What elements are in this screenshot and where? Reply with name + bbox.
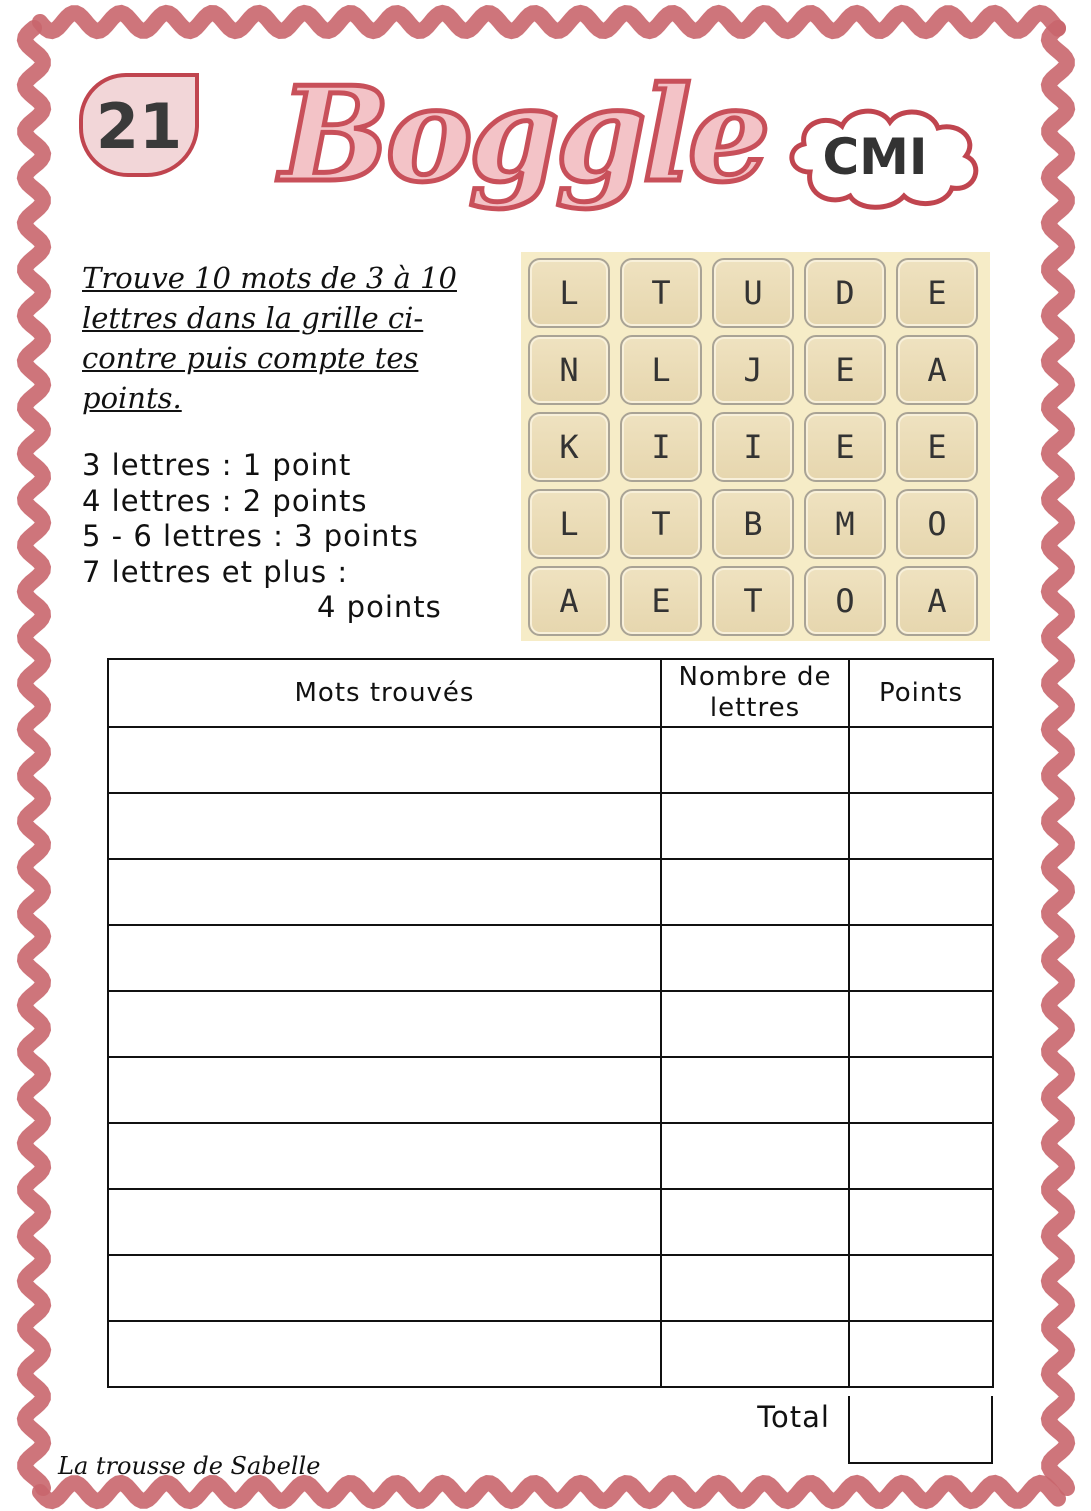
letter-tile: E (896, 258, 978, 328)
letter-count-cell[interactable] (661, 727, 849, 793)
letter-tile: D (804, 258, 886, 328)
letter-tile: L (528, 258, 610, 328)
instructions (82, 258, 482, 418)
letter-count-cell[interactable] (661, 1321, 849, 1387)
letter-count-cell[interactable] (661, 1255, 849, 1321)
letter-tile: L (528, 489, 610, 559)
rule-line: 7 lettres et plus : (82, 554, 349, 589)
instruction-line: points. (82, 381, 182, 415)
letter-count-cell[interactable] (661, 859, 849, 925)
letter-tile: B (712, 489, 794, 559)
header-points: Points (849, 659, 993, 727)
points-cell[interactable] (849, 1255, 993, 1321)
points-cell[interactable] (849, 1123, 993, 1189)
letter-tile: M (804, 489, 886, 559)
scoring-rules (82, 448, 482, 626)
letter-tile: U (712, 258, 794, 328)
total-box[interactable] (848, 1396, 993, 1464)
points-cell[interactable] (849, 793, 993, 859)
points-cell[interactable] (849, 991, 993, 1057)
word-cell[interactable] (108, 793, 661, 859)
table-row (108, 727, 993, 793)
word-cell[interactable] (108, 727, 661, 793)
level-label: CMI (822, 128, 928, 186)
word-cell[interactable] (108, 1321, 661, 1387)
points-cell[interactable] (849, 1321, 993, 1387)
words-table (107, 658, 994, 1388)
boggle-letter-grid (521, 252, 990, 641)
letter-tile: A (896, 566, 978, 636)
page-title (280, 55, 767, 215)
frame-edge (1049, 28, 1067, 1488)
rule-line: 5 - 6 lettres : 3 points (82, 519, 419, 553)
word-cell[interactable] (108, 1123, 661, 1189)
header-words: Mots trouvés (108, 659, 661, 727)
table-row (108, 859, 993, 925)
rule-line: 4 points (317, 590, 442, 624)
letter-tile: N (528, 335, 610, 405)
points-cell[interactable] (849, 1189, 993, 1255)
letter-tile: E (896, 412, 978, 482)
letter-tile: A (528, 566, 610, 636)
word-cell[interactable] (108, 925, 661, 991)
table-row (108, 1057, 993, 1123)
letter-tile: I (620, 412, 702, 482)
letter-tile: A (896, 335, 978, 405)
points-cell[interactable] (849, 1057, 993, 1123)
letter-tile: O (804, 566, 886, 636)
letter-tile: E (620, 566, 702, 636)
letter-tile: T (620, 258, 702, 328)
letter-count-cell[interactable] (661, 925, 849, 991)
frame-edge (25, 28, 43, 1488)
letter-tile: E (804, 412, 886, 482)
table-row (108, 1321, 993, 1387)
level-cloud-badge (780, 100, 990, 215)
rule-line: 4 lettres : 2 points (82, 483, 368, 518)
letter-tile: E (804, 335, 886, 405)
word-cell[interactable] (108, 1255, 661, 1321)
points-cell[interactable] (849, 859, 993, 925)
letter-tile: T (712, 566, 794, 636)
table-row (108, 925, 993, 991)
letter-count-cell[interactable] (661, 793, 849, 859)
sheet-number-badge (78, 72, 200, 178)
letter-count-cell[interactable] (661, 991, 849, 1057)
frame-edge (40, 13, 1058, 31)
table-row (108, 1189, 993, 1255)
word-cell[interactable] (108, 1189, 661, 1255)
letter-count-cell[interactable] (661, 1057, 849, 1123)
instruction-line: lettres dans la grille ci- (82, 301, 424, 335)
table-row (108, 1255, 993, 1321)
letter-count-cell[interactable] (661, 1189, 849, 1255)
instruction-line: Trouve 10 mots de 3 à 10 (82, 261, 457, 295)
word-cell[interactable] (108, 1057, 661, 1123)
letter-tile: I (712, 412, 794, 482)
word-cell[interactable] (108, 991, 661, 1057)
frame-edge (40, 1483, 1058, 1501)
letter-tile: J (712, 335, 794, 405)
header-letter-count: Nombre de lettres (661, 659, 849, 727)
total-label: Total (757, 1400, 830, 1434)
points-cell[interactable] (849, 727, 993, 793)
letter-tile: T (620, 489, 702, 559)
letter-tile: O (896, 489, 978, 559)
instruction-line: contre puis compte tes (82, 341, 419, 375)
title-text: Boggle (280, 58, 767, 211)
table-row (108, 793, 993, 859)
footer-signature: La trousse de Sabelle (58, 1452, 321, 1480)
points-cell[interactable] (849, 925, 993, 991)
word-cell[interactable] (108, 859, 661, 925)
letter-tile: L (620, 335, 702, 405)
sheet-number: 21 (95, 90, 183, 163)
table-header-row (108, 659, 993, 727)
letter-count-cell[interactable] (661, 1123, 849, 1189)
table-row (108, 1123, 993, 1189)
table-row (108, 991, 993, 1057)
letter-tile: K (528, 412, 610, 482)
rule-line: 3 lettres : 1 point (82, 448, 352, 482)
